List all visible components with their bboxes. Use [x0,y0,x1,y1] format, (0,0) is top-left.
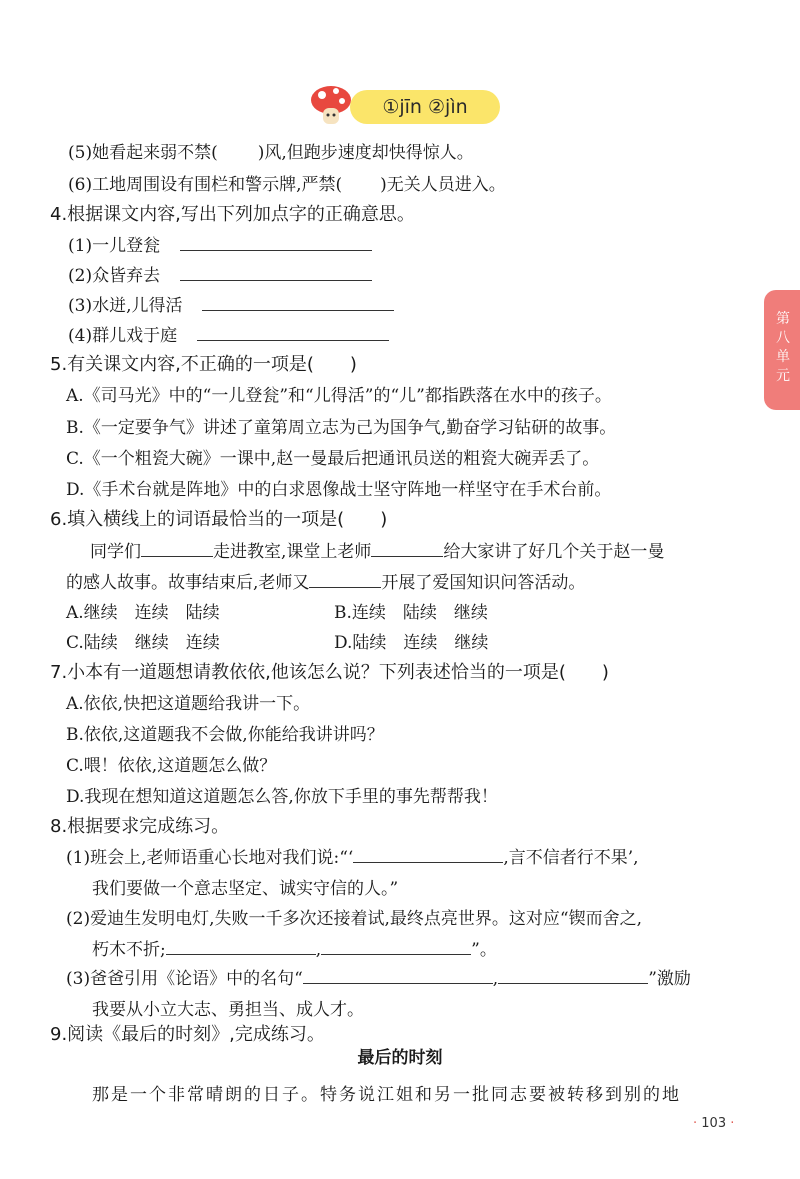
q3-item6-text-b: )无关人员进入。 [380,175,506,195]
q7-option-c: C.喂！依依,这道题怎么做？ [66,756,277,776]
q6-p1-b: 走进教室,课堂上老师 [213,542,372,562]
pinyin-bubble: ①jīn ②jìn [350,90,500,124]
answer-line[interactable] [309,569,381,588]
q6-option-d: D.陆续 连续 继续 [334,633,489,653]
q5-option-d: D.《手术台就是阵地》中的白求恩像战士坚守阵地一样坚守在手术台前。 [66,480,612,500]
answer-line[interactable] [303,965,493,984]
q7-option-b: B.依依,这道题我不会做,你能给我讲讲吗？ [66,725,384,745]
q6-p1-c: 给大家讲了好几个关于赵一曼 [443,542,665,562]
answer-line[interactable] [371,538,443,557]
q6-p2-a: 的感人故事。故事结束后,老师又 [66,573,310,593]
q5-stem-end: ) [349,354,357,375]
answer-blank[interactable] [342,175,380,195]
answer-line[interactable] [321,936,471,955]
q7-option-d: D.我现在想知道这道题怎么答,你放下手里的事先帮帮我！ [66,787,498,807]
q5-option-b: B.《一定要争气》讲述了童第周立志为己为国争气,勤奋学习钻研的故事。 [66,418,617,438]
passage-title: 最后的时刻 [357,1048,443,1068]
q9-stem: 9.阅读《最后的时刻》,完成练习。 [50,1024,325,1045]
q7-option-a: A.依依,快把这道题给我讲一下。 [66,694,311,714]
q4-item1-text: (1)一儿登瓮 [68,236,161,256]
q8-i2-b: 朽木不折; [92,940,166,960]
q3-item-5 [68,138,474,163]
unit-label: 第八单元 [776,311,790,384]
answer-line[interactable] [141,538,213,557]
q8-stem: 8.根据要求完成练习。 [50,816,230,837]
q5-stem-text: 5.有关课文内容,不正确的一项是( [50,354,314,375]
q8-i2-c: , [315,940,322,960]
q6-stem-end: ) [380,509,388,530]
q4-item4-text: (4)群儿戏于庭 [68,326,178,346]
q7-stem [50,658,609,684]
answer-line[interactable] [498,965,648,984]
q5-option-c: C.《一个粗瓷大碗》一课中,赵一曼最后把通讯员送的粗瓷大碗弄丢了。 [66,449,600,469]
q4-item-2 [68,261,372,286]
q4-item2-text: (2)众皆弃去 [68,266,161,286]
page-number-text: 103 [701,1116,727,1131]
q3-item6-text-a: (6)工地周围设有围栏和警示牌,严禁( [68,175,343,195]
passage-text: 那是一个非常晴朗的日子。特务说江姐和另一批同志要被转移到别的地 [92,1085,681,1105]
q6-p1-a: 同学们 [90,542,141,562]
q3-item5-text-b: )风,但跑步速度却快得惊人。 [257,143,474,163]
q8-i1-b: ,言不信者行不果’, [503,848,639,868]
q6-option-c: C.陆续 继续 连续 [66,633,220,653]
answer-blank[interactable] [314,354,350,375]
q6-passage-line-1 [90,537,664,562]
answer-blank[interactable] [344,509,380,530]
q3-item5-text-a: (5)她看起来弱不禁( [68,143,218,163]
q6-option-a: A.继续 连续 陆续 [66,603,220,623]
page-number: · 103 · [693,1116,735,1131]
q6-stem [50,505,387,531]
answer-blank[interactable] [218,143,258,163]
answer-line[interactable] [197,322,389,341]
q5-option-a: A.《司马光》中的“一儿登瓮”和“儿得活”的“儿”都指跌落在水中的孩子。 [66,386,612,406]
q8-i3-c: ”激励 [648,969,691,989]
q8-item-1 [66,843,639,868]
q8-item-3-cont: 我要从小立大志、勇担当、成人才。 [92,1000,364,1020]
q7-stem-text: 7.小本有一道题想请教依依,他该怎么说？下列表述恰当的一项是( [50,662,566,683]
q6-option-b: B.连续 陆续 继续 [334,603,488,623]
answer-line[interactable] [180,232,372,251]
q6-stem-text: 6.填入横线上的词语最恰当的一项是( [50,509,345,530]
q5-stem [50,350,357,376]
answer-blank[interactable] [566,662,602,683]
q4-item-1 [68,231,372,256]
q4-item-4 [68,321,389,346]
q8-i3-a: (3)爸爸引用《论语》中的名句“ [66,969,303,989]
q8-item-3 [66,964,691,989]
q7-stem-end: ) [601,662,609,683]
q8-item-2-cont [92,935,497,960]
q8-i3-b: , [492,969,499,989]
q8-item-2: (2)爱迪生发明电灯,失败一千多次还接着试,最终点亮世界。这对应“锲而舍之, [66,909,642,929]
q4-stem: 4.根据课文内容,写出下列加点字的正确意思。 [50,204,415,225]
unit-side-tab [764,290,800,410]
answer-line[interactable] [202,292,394,311]
mushroom-icon [306,82,356,128]
answer-line[interactable] [180,262,372,281]
q6-p2-b: 开展了爱国知识问答活动。 [381,573,586,593]
answer-line[interactable] [166,936,316,955]
q8-i2-d: ”。 [471,940,497,960]
q4-item3-text: (3)水迸,儿得活 [68,296,183,316]
q8-item-1-cont: 我们要做一个意志坚定、诚实守信的人。” [92,879,399,899]
q4-item-3 [68,291,394,316]
answer-line[interactable] [353,844,503,863]
q8-i1-a: (1)班会上,老师语重心长地对我们说:“‘ [66,848,354,868]
q6-passage-line-2 [66,568,585,593]
q3-item-6 [68,170,506,195]
